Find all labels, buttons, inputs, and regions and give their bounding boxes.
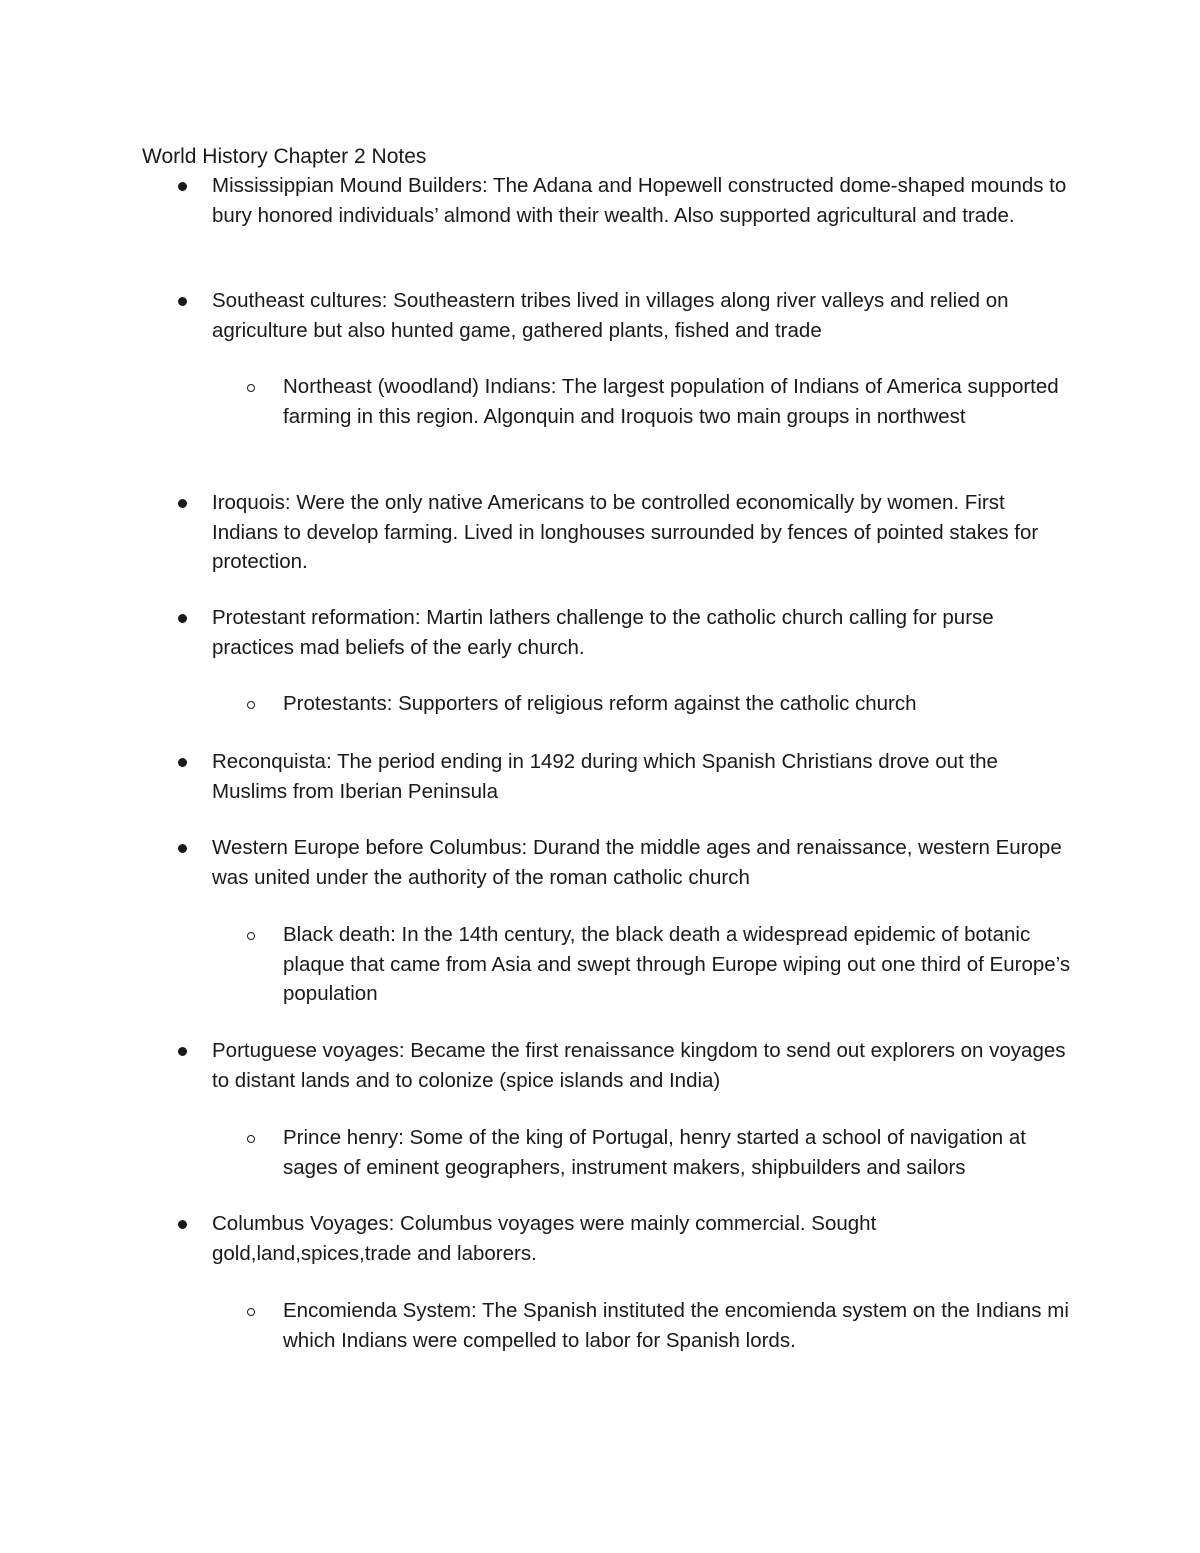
list-item (212, 488, 1072, 577)
circle-bullet-icon (247, 932, 255, 940)
circle-bullet-icon (247, 1308, 255, 1316)
bullet-icon (178, 182, 187, 191)
bullet-icon (178, 297, 187, 306)
list-item-text: Northeast (woodland) Indians: The largest population of Indians of America supported farming in this region. Algonquin and Iroquois two main groups in northwest (283, 375, 1059, 428)
list-item (212, 747, 1072, 806)
list-item-text: Western Europe before Columbus: Durand the middle ages and renaissance, western Europe was united under the authority of the roman catholic church (212, 836, 1062, 889)
circle-bullet-icon (247, 701, 255, 709)
list-item-text: Protestant reformation: Martin lathers challenge to the catholic church calling for purse practices mad beliefs of the early church. (212, 606, 994, 659)
list-item-text: Prince henry: Some of the king of Portugal, henry started a school of navigation at sages of eminent geographers, instrument makers, shipbuilders and sailors (283, 1126, 1026, 1179)
list-item-text: Portuguese voyages: Became the first renaissance kingdom to send out explorers on voyages to distant lands and to colonize (spice islands and India) (212, 1039, 1066, 1092)
document-title: World History Chapter 2 Notes (142, 145, 427, 168)
list-item-text: Iroquois: Were the only native Americans to be controlled economically by women. First Indians to develop farming. Lived in longhouses surrounded by fences of pointed stakes for protection. (212, 491, 1039, 573)
list-item-text: Mississippian Mound Builders: The Adana and Hopewell constructed dome-shaped mounds to bury honored individuals’ almond with their wealth. Also supported agricultural and trade. (212, 174, 1067, 227)
list-item (212, 171, 1072, 230)
list-item (283, 372, 1073, 431)
list-item (283, 920, 1073, 1009)
list-item-text: Southeast cultures: Southeastern tribes lived in villages along river valleys and relied on agriculture but also hunted game, gathered plants, fished and trade (212, 289, 1009, 342)
list-item (283, 1123, 1073, 1182)
bullet-icon (178, 1220, 187, 1229)
bullet-icon (178, 758, 187, 767)
circle-bullet-icon (247, 384, 255, 392)
list-item (212, 1209, 1072, 1268)
bullet-icon (178, 499, 187, 508)
list-item (212, 1036, 1072, 1095)
list-item-text: Protestants: Supporters of religious reform against the catholic church (283, 692, 917, 715)
bullet-icon (178, 1047, 187, 1056)
list-item (283, 689, 1073, 719)
bullet-icon (178, 844, 187, 853)
list-item (212, 603, 1072, 662)
list-item-text: Columbus Voyages: Columbus voyages were mainly commercial. Sought gold,land,spices,trade and laborers. (212, 1212, 877, 1265)
list-item (212, 286, 1072, 345)
list-item-text: Reconquista: The period ending in 1492 during which Spanish Christians drove out the Muslims from Iberian Peninsula (212, 750, 998, 803)
list-item-text: Encomienda System: The Spanish instituted the encomienda system on the Indians mi which Indians were compelled to labor for Spanish lords. (283, 1299, 1069, 1352)
bullet-icon (178, 614, 187, 623)
list-item (212, 833, 1072, 892)
list-item-text: Black death: In the 14th century, the black death a widespread epidemic of botanic plaque that came from Asia and swept through Europe wiping out one third of Europe’s population (283, 923, 1071, 1005)
circle-bullet-icon (247, 1135, 255, 1143)
list-item (283, 1296, 1073, 1355)
